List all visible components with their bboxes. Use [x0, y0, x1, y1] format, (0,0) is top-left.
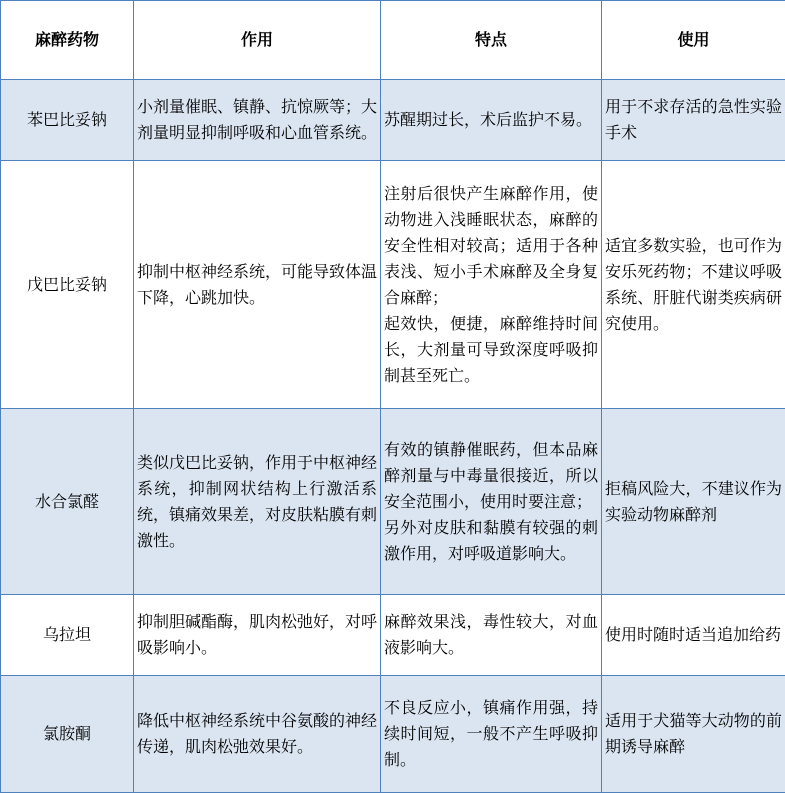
header-drug: 麻醉药物 [1, 1, 134, 80]
table-row [1, 409, 785, 595]
table-row [1, 161, 785, 409]
drug-name: 戊巴比妥钠 [1, 161, 134, 409]
drug-name: 氯胺酮 [1, 676, 134, 793]
drug-usage: 用于不求存活的急性实验手术 [602, 80, 785, 161]
drug-usage: 拒稿风险大，不建议作为实验动物麻醉剂 [602, 409, 785, 595]
header-features: 特点 [381, 1, 602, 80]
drug-features: 苏醒期过长，术后监护不易。 [381, 80, 602, 161]
table-row [1, 595, 785, 676]
drug-effect: 抑制中枢神经系统，可能导致体温下降，心跳加快。 [134, 161, 381, 409]
drug-usage: 适宜多数实验，也可作为安乐死药物；不建议呼吸系统、肝脏代谢类疾病研究使用。 [602, 161, 785, 409]
drug-effect: 抑制胆碱酯酶，肌肉松弛好，对呼吸影响小。 [134, 595, 381, 676]
table-row [1, 676, 785, 793]
drug-name: 苯巴比妥钠 [1, 80, 134, 161]
drug-effect: 小剂量催眠、镇静、抗惊厥等；大剂量明显抑制呼吸和心血管系统。 [134, 80, 381, 161]
drug-effect: 降低中枢神经系统中谷氨酸的神经传递，肌肉松弛效果好。 [134, 676, 381, 793]
table-row [1, 80, 785, 161]
drug-name: 水合氯醛 [1, 409, 134, 595]
drug-name: 乌拉坦 [1, 595, 134, 676]
drug-features: 不良反应小，镇痛作用强，持续时间短，一般不产生呼吸抑制。 [381, 676, 602, 793]
header-effect: 作用 [134, 1, 381, 80]
drug-effect: 类似戊巴比妥钠，作用于中枢神经系统，抑制网状结构上行激活系统，镇痛效果差，对皮肤粘膜有刺激性。 [134, 409, 381, 595]
header-row [1, 1, 785, 80]
drug-usage: 适用于犬猫等大动物的前期诱导麻醉 [602, 676, 785, 793]
drug-features: 注射后很快产生麻醉作用，使动物进入浅睡眠状态，麻醉的安全性相对较高；适用于各种表浅、短小手术麻醉及全身复合麻醉； 起效快，便捷，麻醉维持时间长，大剂量可导致深度呼吸抑制甚至死亡。 [381, 161, 602, 409]
drug-features: 麻醉效果浅，毒性较大，对血液影响大。 [381, 595, 602, 676]
drug-features: 有效的镇静催眠药，但本品麻醉剂量与中毒量很接近，所以安全范围小，使用时要注意； 另外对皮肤和黏膜有较强的刺激作用，对呼吸道影响大。 [381, 409, 602, 595]
header-usage: 使用 [602, 1, 785, 80]
drug-usage: 使用时随时适当追加给药 [602, 595, 785, 676]
